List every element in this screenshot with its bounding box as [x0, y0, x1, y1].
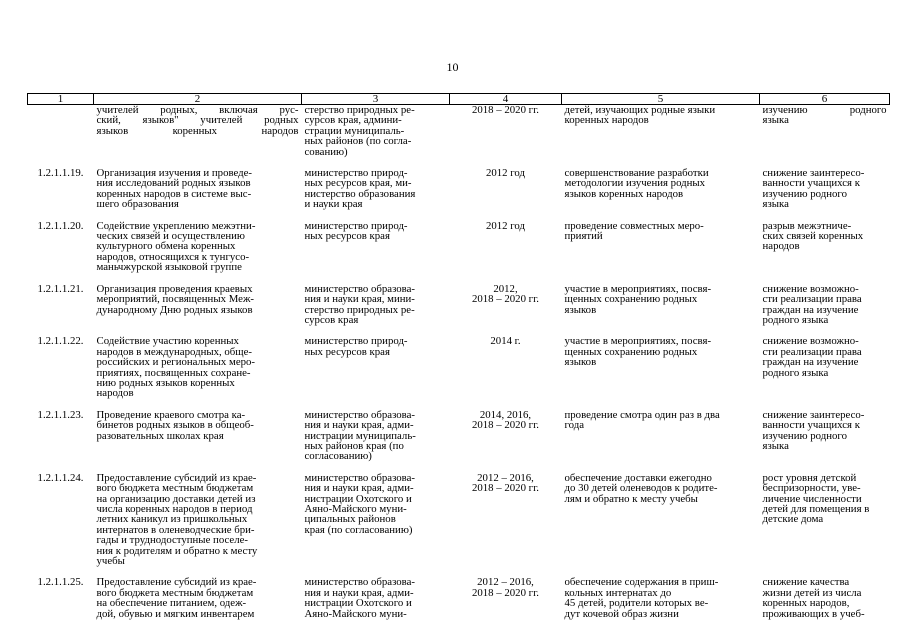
measure-result: совершенствование разработки методологии изучения родных языков коренных народов: [564, 167, 709, 200]
page-number: 10: [446, 60, 459, 74]
table-row: [28, 105, 890, 160]
measure-number: 1.2.1.1.23.: [37, 408, 84, 421]
measure-description: Предоставление субсидий из крае- вого бюджета местным бюджетам на обеспечение питанием, одеж- дой, обувью и мягким инвентарем: [96, 576, 257, 620]
measure-result: участие в мероприятиях, посвя- щенных сохранению родных языков: [564, 335, 712, 369]
measure-consequence: изучению родного языка: [762, 104, 887, 127]
measure-period: 2012 год: [485, 167, 526, 180]
measure-description: Содействие участию коренных народов в международных, обще- российских и региональных меро- приятиях, посвященных сохране- нию родных языков коренных народов: [96, 335, 256, 400]
measure-executor: министерство природ- ных ресурсов края: [304, 335, 408, 358]
measure-description: Организация проведения краевых мероприятий, посвященных Меж- дународному Дню родных языков: [96, 282, 254, 316]
measure-executor: министерство образова- ния и науки края, мини- стерство природных ре- сурсов края: [304, 282, 416, 326]
measure-result: детей, изучающих родные языки коренных народов: [564, 104, 716, 127]
column-header: 5: [562, 94, 760, 105]
measure-number: 1.2.1.1.24.: [37, 471, 84, 484]
measure-number: 1.2.1.1.19.: [37, 167, 84, 180]
measure-number: 1.2.1.1.25.: [37, 576, 84, 589]
measure-period: 2012 год: [485, 219, 526, 232]
measure-consequence: снижение заинтересо- ванности учащихся к изучению родного языка: [762, 167, 865, 211]
measure-executor: министерство образова- ния и науки края, адми- нистрации муниципаль- ных районов края (по согласованию): [304, 408, 416, 463]
measure-result: обеспечение содержания в приш- кольных интернатах до 45 детей, родители которых ве- дут кочевой образ жизни: [564, 576, 719, 620]
measure-period: 2012 – 2016, 2018 – 2020 гг.: [471, 471, 540, 495]
measure-executor: министерство образова- ния и науки края, адми- нистрации Охотского и Аяно-Майского муни-: [304, 576, 416, 620]
column-header: 3: [302, 94, 450, 105]
measure-result: обеспечение доставки ежегодно до 30 детей оленеводов к родите- лям и обратно к месту учебы: [564, 471, 718, 505]
column-header: 6: [760, 94, 890, 105]
measure-consequence: рост уровня детской беспризорности, уве- личение численности детей для помещения в детские дома: [762, 471, 870, 526]
measure-consequence: снижение возможно- сти реализации права граждан на изучение родного языка: [762, 282, 862, 326]
column-header: 2: [94, 94, 302, 105]
table-header-row: [28, 94, 890, 105]
measure-description: Содействие укреплению межэтни- ческих связей и осуществлению культурного обмена коренных народов, относящихся к тунгусо- маньчжурской языковой группе: [96, 219, 256, 274]
measure-number: 1.2.1.1.22.: [37, 335, 84, 348]
measure-executor: стерство природных ре- сурсов края, админи- страции муниципаль- ных районов (по согла- сованию): [304, 104, 415, 158]
table-row: [28, 167, 890, 212]
measure-result: участие в мероприятиях, посвя- щенных сохранению родных языков: [564, 282, 712, 316]
measure-result: проведение смотра один раз в два года: [564, 408, 720, 432]
measure-description: Организация изучения и проведе- ния исследований родных языков коренных народов в системе выс- шего образования: [96, 167, 253, 211]
measure-number: [28, 105, 94, 160]
measure-description: Предоставление субсидий из крае- вого бюджета местным бюджетам на организацию доставки детей из числа коренных народов в период летних каникул из пришкольных интернатов в оленеводческие бри- гады и труднодоступные поселе- ния к родителям и обратно к месту учебы: [96, 471, 258, 568]
table-row: [28, 576, 890, 621]
measure-result: проведение совместных меро- приятий: [564, 219, 704, 243]
measure-number: 1.2.1.1.21.: [37, 282, 84, 295]
table-row: [28, 283, 890, 328]
measure-executor: министерство природ- ных ресурсов края: [304, 219, 408, 243]
table-row: [28, 409, 890, 464]
column-header: 4: [450, 94, 562, 105]
measure-period: 2014 г.: [490, 335, 521, 348]
measure-consequence: снижение возможно- сти реализации права граждан на изучение родного языка: [762, 335, 862, 379]
table-row: [28, 220, 890, 275]
measure-consequence: снижение заинтересо- ванности учащихся к изучению родного языка: [762, 408, 865, 452]
measure-description: учителей родных, включая рус- ский, языков" учителей родных языков коренных народов: [96, 104, 299, 137]
measure-consequence: снижение качества жизни детей из числа коренных народов, проживающих в учеб-: [762, 576, 865, 620]
table-row: [28, 335, 890, 400]
measure-period: 2012, 2018 – 2020 гг.: [471, 282, 540, 306]
measure-executor: министерство образова- ния и науки края, адми- нистрации Охотского и Аяно-Майского муни- ципальных районов края (по согласованию): [304, 471, 416, 536]
measure-number: 1.2.1.1.20.: [37, 219, 84, 232]
measure-executor: министерство природ- ных ресурсов края, ми- нистерство образования и науки края: [304, 167, 416, 211]
column-header: 1: [28, 94, 94, 105]
measure-period: 2014, 2016, 2018 – 2020 гг.: [471, 408, 540, 432]
measures-table: [27, 93, 890, 621]
measure-consequence: разрыв межэтниче- ских связей коренных народов: [762, 219, 864, 253]
measure-description: Проведение краевого смотра ка- бинетов родных языков в общеоб- разовательных школах края: [96, 408, 254, 442]
measure-period: 2018 – 2020 гг.: [471, 104, 540, 116]
measure-period: 2012 – 2016, 2018 – 2020 гг.: [471, 576, 540, 599]
table-row: [28, 472, 890, 569]
